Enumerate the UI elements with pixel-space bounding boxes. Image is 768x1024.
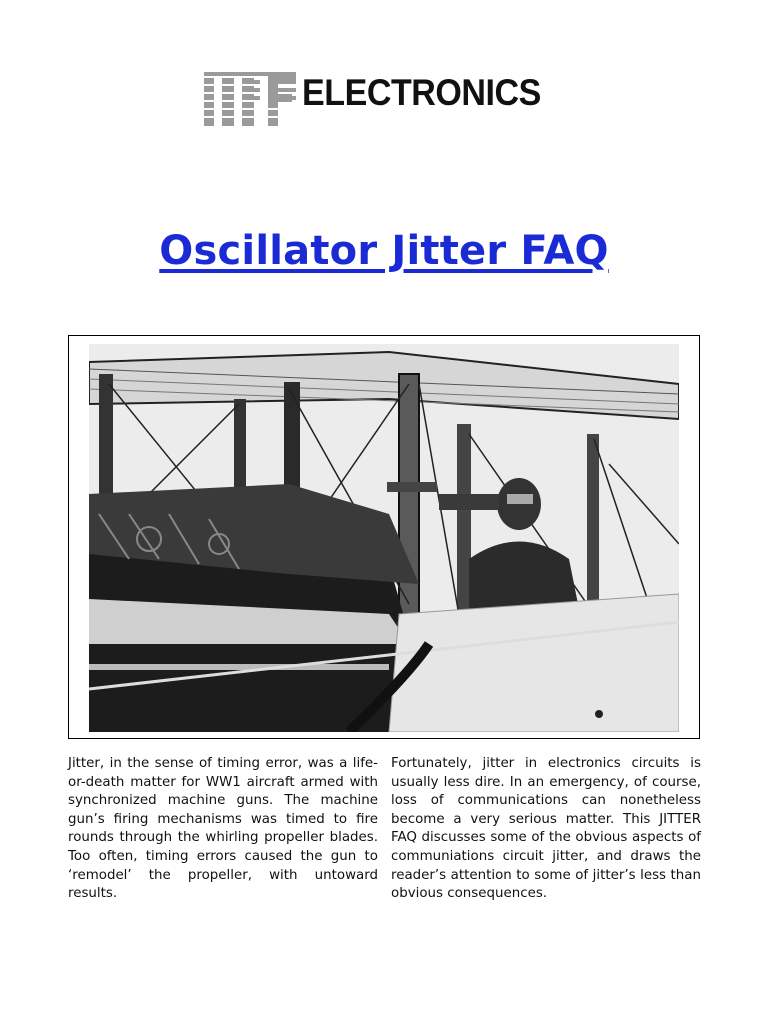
mf-logo-mark-icon — [204, 72, 296, 126]
logo-wordmark: ELECTRONICS — [302, 72, 541, 113]
biplane-photo-frame — [68, 335, 700, 739]
intro-paragraph-right: Fortunately, jitter in electronics circuits is usually less dire. In an emergency, of course, loss of communications can nonetheless become a very serious matter. This JITTER FAQ discusses some of the obvious aspects of communiations circuit jitter, and draws the reader’s attention to some of jitter’s less than obvious consequences. — [391, 756, 701, 902]
company-logo — [204, 72, 562, 126]
intro-paragraph-left: Jitter, in the sense of timing error, was a life-or-death matter for WW1 aircraft armed with synchronized machine guns. The machine gun’s firing mechanisms was timed to fire rounds through the whirling propeller blades. Too often, timing errors caused the gun to ‘remodel’ the propeller, with untoward results. — [68, 756, 378, 902]
page-title-link[interactable]: Oscillator Jitter FAQ — [159, 228, 609, 274]
biplane-photo-icon — [89, 344, 679, 732]
page-title-container — [0, 228, 768, 274]
